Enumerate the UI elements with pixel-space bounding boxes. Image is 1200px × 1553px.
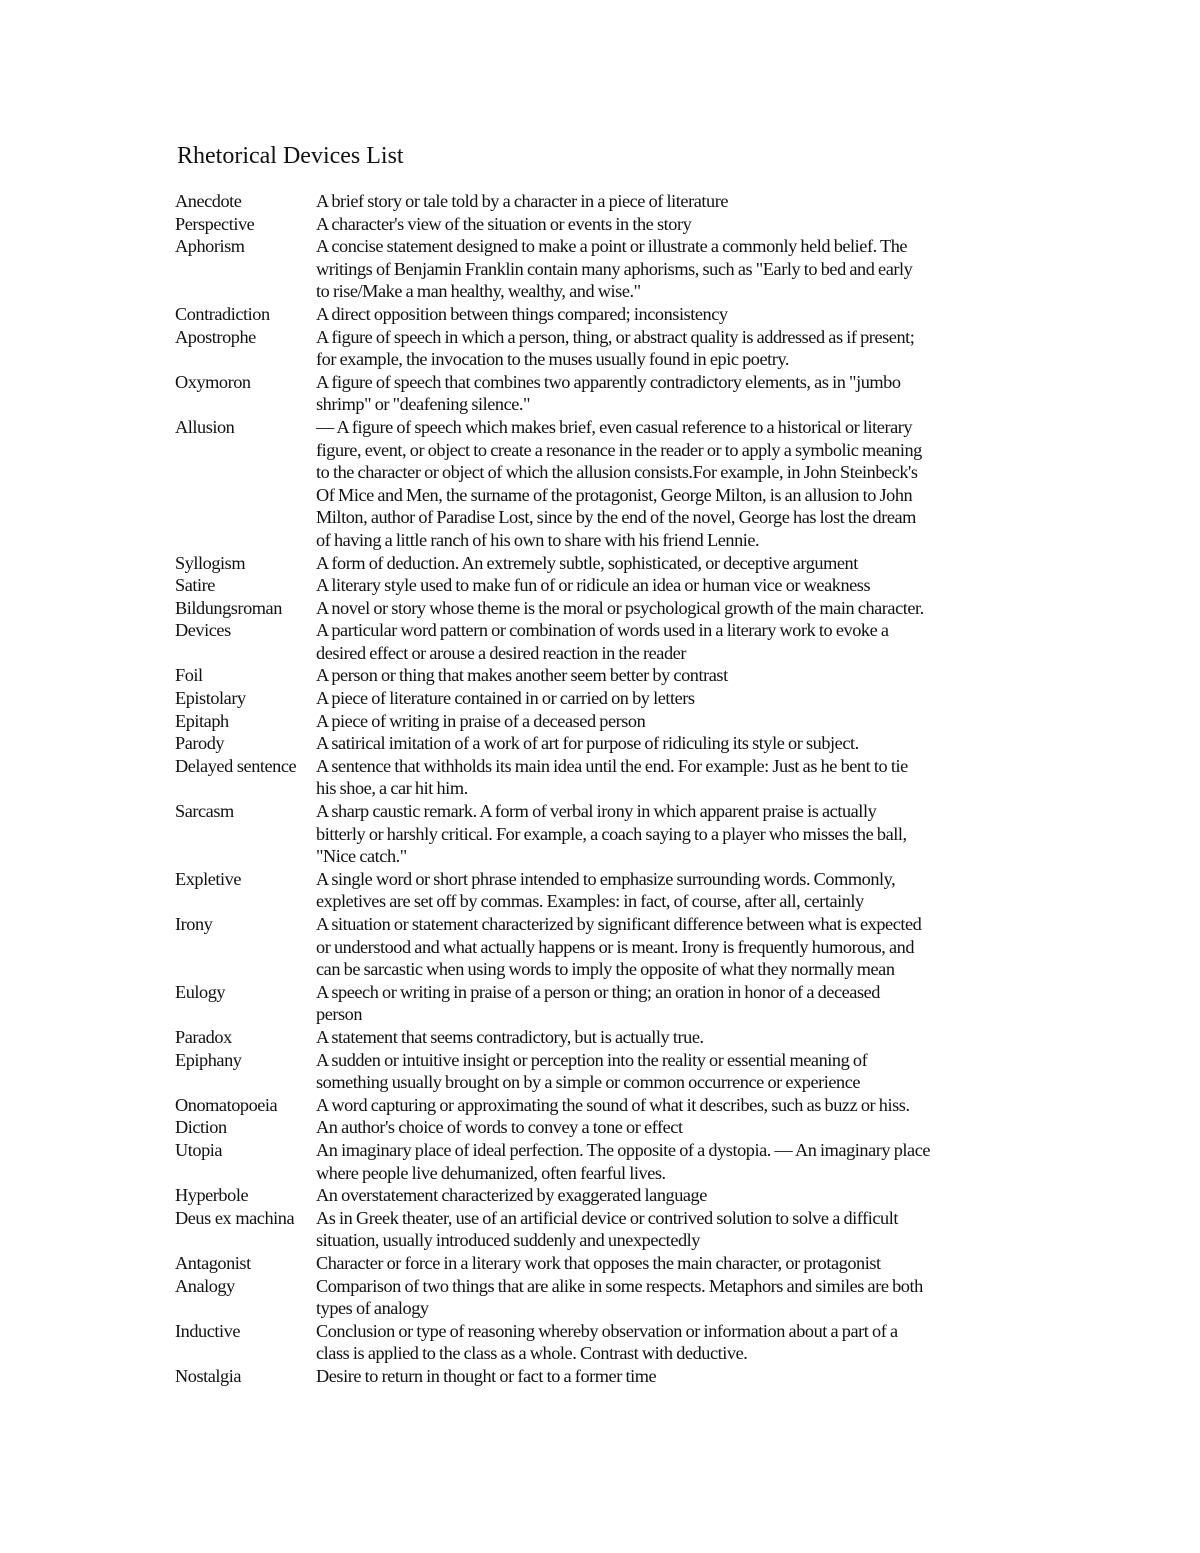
definition-line: for example, the invocation to the muses usually found in epic poetry. bbox=[316, 349, 790, 370]
entry-term: Oxymoron bbox=[175, 371, 251, 392]
entry-definition bbox=[316, 1026, 1035, 1049]
definition-line: A satirical imitation of a work of art for purpose of ridiculing its style or subject. bbox=[316, 733, 859, 754]
entry-definition bbox=[316, 1365, 1035, 1388]
definition-line: A literary style used to make fun of or ridicule an idea or human vice or weakness bbox=[316, 575, 871, 596]
definition-line: Comparison of two things that are alike in some respects. Metaphors and similes are both bbox=[316, 1275, 923, 1296]
definition-line: to the character or object of which the allusion consists.For example, in John Steinbeck's bbox=[316, 462, 918, 483]
entry-definition bbox=[316, 303, 1035, 326]
definition-line: A speech or writing in praise of a person or thing; an oration in honor of a deceased bbox=[316, 981, 880, 1002]
definition-line: A sharp caustic remark. A form of verbal irony in which apparent praise is actually bbox=[316, 801, 877, 822]
definition-line: expletives are set off by commas. Examples: in fact, of course, after all, certainly bbox=[316, 891, 864, 912]
entry-term: Antagonist bbox=[175, 1252, 251, 1273]
definition-line: A situation or statement characterized by significant difference between what is expected bbox=[316, 914, 922, 934]
entry-definition bbox=[316, 1275, 1035, 1320]
entry-term: Parody bbox=[175, 733, 225, 754]
entry-term: Devices bbox=[175, 620, 231, 641]
entry-row bbox=[175, 597, 1035, 620]
entry-term: Contradiction bbox=[175, 303, 270, 324]
entry-term: Allusion bbox=[175, 416, 235, 437]
entry-definition bbox=[316, 574, 1035, 597]
entry-definition bbox=[316, 868, 1035, 913]
definition-line: writings of Benjamin Franklin contain many aphorisms, such as "Early to bed and early bbox=[316, 258, 913, 279]
entry-row bbox=[175, 868, 1035, 913]
definition-line: to rise/Make a man healthy, wealthy, and wise." bbox=[316, 281, 641, 302]
entry-definition bbox=[316, 416, 1035, 552]
entry-definition bbox=[316, 326, 1035, 371]
definition-line: class is applied to the class as a whole. Contrast with deductive. bbox=[316, 1343, 748, 1364]
entry-term: Foil bbox=[175, 665, 203, 686]
entry-definition bbox=[316, 371, 1035, 416]
definition-line: A concise statement designed to make a point or illustrate a commonly held belief. The bbox=[316, 236, 908, 257]
definition-line: situation, usually introduced suddenly and unexpectedly bbox=[316, 1230, 700, 1251]
entry-term: Perspective bbox=[175, 213, 255, 234]
entry-row bbox=[175, 1094, 1035, 1117]
entry-definition bbox=[316, 710, 1035, 733]
definition-line: A piece of writing in praise of a deceased person bbox=[316, 710, 646, 731]
entry-row bbox=[175, 1184, 1035, 1207]
definition-line: figure, event, or object to create a resonance in the reader or to apply a symbolic meaning bbox=[316, 439, 922, 460]
entry-term: Nostalgia bbox=[175, 1365, 242, 1386]
entry-row bbox=[175, 913, 1035, 981]
definition-line: A form of deduction. An extremely subtle, sophisticated, or deceptive argument bbox=[316, 552, 858, 573]
definition-line: A brief story or tale told by a character in a piece of literature bbox=[316, 191, 728, 211]
entry-row bbox=[175, 755, 1035, 800]
entry-definition bbox=[316, 755, 1035, 800]
entry-term: Expletive bbox=[175, 868, 242, 889]
entry-term: Irony bbox=[175, 914, 213, 934]
entry-term: Utopia bbox=[175, 1139, 223, 1160]
entry-row bbox=[175, 1252, 1035, 1275]
entry-definition bbox=[316, 913, 1035, 981]
definition-line: types of analogy bbox=[316, 1298, 429, 1319]
entry-row bbox=[175, 687, 1035, 710]
definition-line: or understood and what actually happens or is meant. Irony is frequently humorous, and bbox=[316, 936, 915, 957]
entry-row bbox=[175, 1275, 1035, 1320]
entry-row bbox=[175, 710, 1035, 733]
definition-line: his shoe, a car hit him. bbox=[316, 778, 468, 799]
definition-line: A particular word pattern or combination of words used in a literary work to evoke a bbox=[316, 620, 889, 641]
entry-term: Onomatopoeia bbox=[175, 1094, 278, 1115]
definition-line: A figure of speech that combines two apparently contradictory elements, as in "jumbo bbox=[316, 371, 901, 392]
definition-line: A sudden or intuitive insight or perception into the reality or essential meaning of bbox=[316, 1049, 868, 1070]
entry-row bbox=[175, 574, 1035, 597]
entry-term: Aphorism bbox=[175, 236, 245, 257]
definition-line: something usually brought on by a simple or common occurrence or experience bbox=[316, 1072, 861, 1093]
definition-line: An overstatement characterized by exaggerated language bbox=[316, 1185, 707, 1206]
definition-line: shrimp" or "deafening silence." bbox=[316, 394, 531, 415]
definition-line: A novel or story whose theme is the moral or psychological growth of the main character. bbox=[316, 597, 924, 618]
entry-row bbox=[175, 732, 1035, 755]
entry-row bbox=[175, 552, 1035, 575]
entry-definition bbox=[316, 732, 1035, 755]
entry-definition bbox=[316, 213, 1035, 236]
definition-line: A direct opposition between things compared; inconsistency bbox=[316, 303, 728, 324]
definition-line: An author's choice of words to convey a tone or effect bbox=[316, 1117, 683, 1138]
document-title: Rhetorical Devices List bbox=[177, 143, 404, 169]
entry-definition bbox=[316, 597, 1035, 620]
entry-definition bbox=[316, 552, 1035, 575]
entry-term: Sarcasm bbox=[175, 801, 234, 822]
definition-line: can be sarcastic when using words to imply the opposite of what they normally mean bbox=[316, 959, 895, 980]
entry-row bbox=[175, 664, 1035, 687]
definition-line: Character or force in a literary work that opposes the main character, or protagonist bbox=[316, 1252, 881, 1273]
entry-term: Epitaph bbox=[175, 710, 229, 731]
definition-line: A person or thing that makes another seem better by contrast bbox=[316, 665, 728, 686]
entry-row bbox=[175, 303, 1035, 326]
entry-term: Paradox bbox=[175, 1026, 232, 1047]
entry-definition bbox=[316, 1139, 1035, 1184]
entry-term: Apostrophe bbox=[175, 326, 256, 347]
entry-definition bbox=[316, 235, 1035, 303]
definition-line: — A figure of speech which makes brief, even casual reference to a historical or literary bbox=[316, 416, 913, 437]
entry-row bbox=[175, 1320, 1035, 1365]
entry-definition bbox=[316, 1184, 1035, 1207]
entry-definition bbox=[316, 1094, 1035, 1117]
entry-term: Eulogy bbox=[175, 981, 226, 1002]
entry-term: Anecdote bbox=[175, 191, 242, 211]
entry-row bbox=[175, 235, 1035, 303]
definition-line: A statement that seems contradictory, but is actually true. bbox=[316, 1026, 704, 1047]
entry-term: Epiphany bbox=[175, 1049, 242, 1070]
entry-term: Deus ex machina bbox=[175, 1207, 295, 1228]
definition-line: Desire to return in thought or fact to a former time bbox=[316, 1365, 657, 1386]
entry-term: Epistolary bbox=[175, 688, 246, 709]
entry-row bbox=[175, 213, 1035, 236]
entry-row bbox=[175, 619, 1035, 664]
entry-term: Delayed sentence bbox=[175, 755, 297, 776]
entry-row bbox=[175, 1365, 1035, 1388]
entry-definition bbox=[316, 1320, 1035, 1365]
definition-line: A character's view of the situation or events in the story bbox=[316, 213, 692, 234]
entry-row bbox=[175, 1207, 1035, 1252]
entry-definition bbox=[316, 664, 1035, 687]
entry-row bbox=[175, 1139, 1035, 1184]
entry-row bbox=[175, 981, 1035, 1026]
definition-line: where people live dehumanized, often fearful lives. bbox=[316, 1162, 666, 1183]
entry-row bbox=[175, 371, 1035, 416]
definition-line: Milton, author of Paradise Lost, since by the end of the novel, George has lost the dream bbox=[316, 507, 916, 528]
definition-line: Of Mice and Men, the surname of the protagonist, George Milton, is an allusion to John bbox=[316, 484, 913, 505]
entry-definition bbox=[316, 687, 1035, 710]
entry-term: Satire bbox=[175, 575, 215, 596]
definition-line: bitterly or harshly critical. For example, a coach saying to a player who misses the ball, bbox=[316, 823, 907, 844]
entry-row bbox=[175, 1049, 1035, 1094]
term-list bbox=[175, 190, 1035, 1387]
entry-term: Syllogism bbox=[175, 552, 246, 573]
definition-line: A figure of speech in which a person, thing, or abstract quality is addressed as if present; bbox=[316, 326, 915, 347]
definition-line: desired effect or arouse a desired reaction in the reader bbox=[316, 642, 686, 663]
entry-definition bbox=[316, 981, 1035, 1026]
definition-line: An imaginary place of ideal perfection. The opposite of a dystopia. — An imaginary place bbox=[316, 1139, 931, 1160]
definition-line: "Nice catch." bbox=[316, 846, 407, 867]
entry-definition bbox=[316, 800, 1035, 868]
definition-line: person bbox=[316, 1004, 363, 1025]
definition-line: As in Greek theater, use of an artificial device or contrived solution to solve a difficult bbox=[316, 1207, 898, 1228]
entry-definition bbox=[316, 1049, 1035, 1094]
entry-row bbox=[175, 800, 1035, 868]
entry-row bbox=[175, 326, 1035, 371]
definition-line: A piece of literature contained in or carried on by letters bbox=[316, 688, 695, 709]
entry-row bbox=[175, 1116, 1035, 1139]
entry-row bbox=[175, 416, 1035, 552]
entry-row bbox=[175, 1026, 1035, 1049]
entry-term: Hyperbole bbox=[175, 1185, 249, 1206]
entry-term: Diction bbox=[175, 1117, 227, 1138]
entry-term: Bildungsroman bbox=[175, 597, 282, 618]
entry-definition bbox=[316, 1207, 1035, 1252]
definition-line: of having a little ranch of his own to share with his friend Lennie. bbox=[316, 529, 760, 550]
entry-definition bbox=[316, 1252, 1035, 1275]
entry-definition bbox=[316, 619, 1035, 664]
definition-line: Conclusion or type of reasoning whereby observation or information about a part of a bbox=[316, 1320, 898, 1341]
entry-row bbox=[175, 190, 1035, 213]
entry-term: Analogy bbox=[175, 1275, 235, 1296]
entry-term: Inductive bbox=[175, 1320, 240, 1341]
definition-line: A sentence that withholds its main idea until the end. For example: Just as he bent to tie bbox=[316, 755, 908, 776]
entry-definition bbox=[316, 190, 1035, 213]
definition-line: A word capturing or approximating the sound of what it describes, such as buzz or hiss. bbox=[316, 1094, 910, 1115]
definition-line: A single word or short phrase intended to emphasize surrounding words. Commonly, bbox=[316, 868, 896, 889]
entry-definition bbox=[316, 1116, 1035, 1139]
